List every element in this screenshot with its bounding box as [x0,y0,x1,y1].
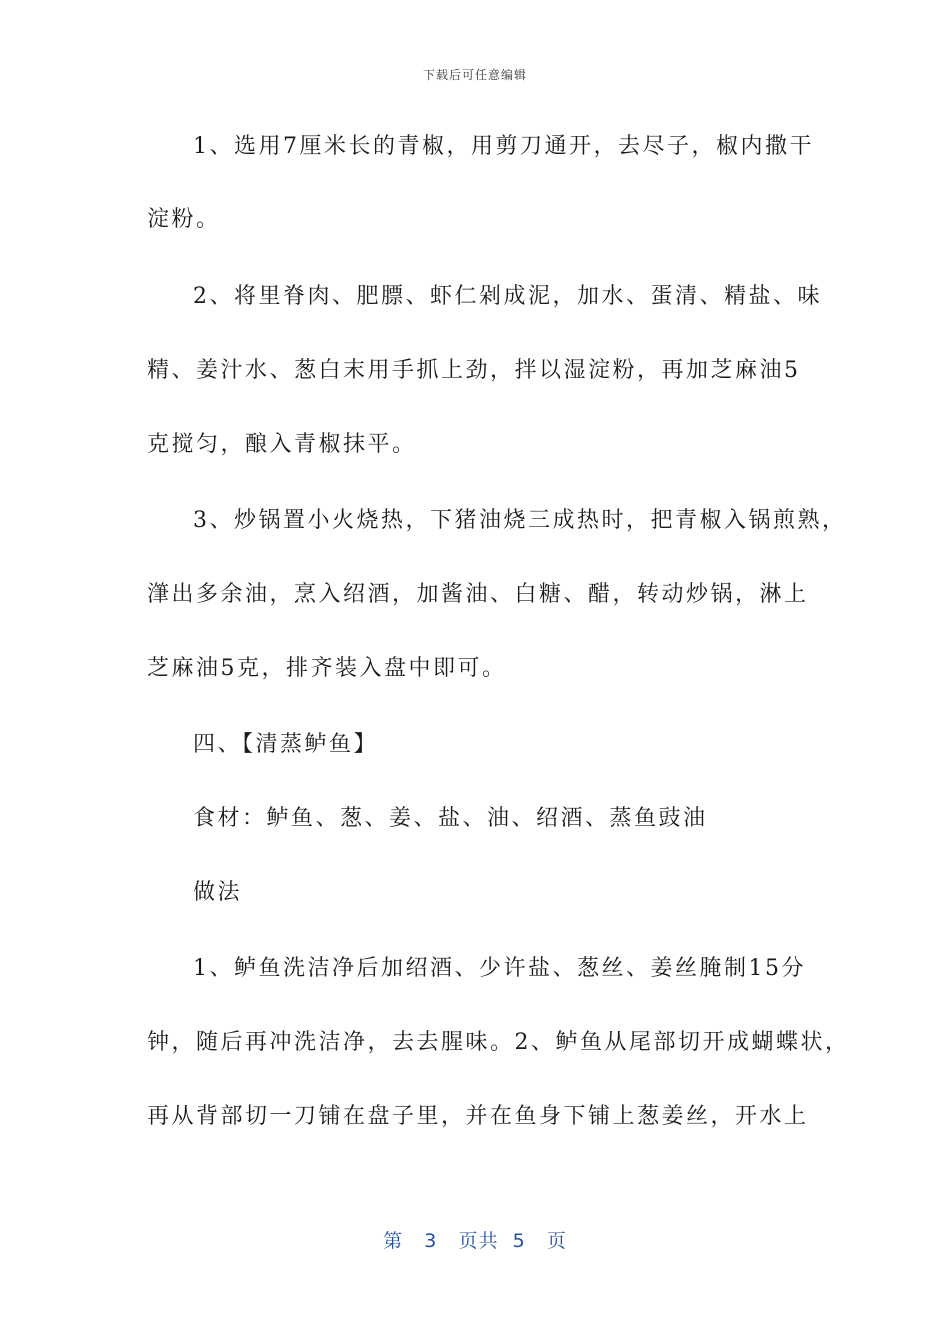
paragraph-line: 1、鲈鱼洗洁净后加绍酒、少许盐、葱丝、姜丝腌制15分 [193,956,806,981]
paragraph-line: 潷出多余油，烹入绍酒，加酱油、白糖、醋，转动炒锅，淋上 [147,582,809,607]
paragraph-line: 精、姜汁水、葱白末用手抓上劲，拌以湿淀粉，再加芝麻油5 [147,358,801,383]
paragraph-line: 芝麻油5克，排齐装入盘中即可。 [147,656,507,681]
paragraph-line: 1、选用7厘米长的青椒，用剪刀通开，去尽子，椒内撒干 [193,134,814,159]
paragraph-line: 再从背部切一刀铺在盘子里，并在鱼身下铺上葱姜丝，开水上 [147,1104,809,1129]
page-suffix: 页 [546,1230,567,1252]
page-total: 5 [512,1230,526,1252]
page-middle: 页共 [458,1230,499,1252]
page-prefix: 第 [383,1230,404,1252]
method-heading: 做法 [193,880,243,905]
page-current: 3 [424,1230,438,1252]
paragraph-line: 3、炒锅置小火烧热，下猪油烧三成热时，把青椒入锅煎熟， [193,508,847,533]
page-header-note: 下载后可任意编辑 [422,68,527,82]
paragraph-line: 2、将里脊肉、肥膘、虾仁剁成泥，加水、蛋清、精盐、味 [193,284,822,309]
ingredients-line: 食材：鲈鱼、葱、姜、盐、油、绍酒、蒸鱼豉油 [193,806,708,831]
paragraph-line: 淀粉。 [147,207,221,232]
paragraph-line: 钟，随后再冲洗洁净，去去腥味。2、鲈鱼从尾部切开成蝴蝶状， [147,1030,850,1055]
page-number-footer [0,1226,950,1253]
section-heading: 四、【清蒸鲈鱼】 [193,732,379,757]
paragraph-line: 克搅匀，酿入青椒抹平。 [147,432,417,457]
